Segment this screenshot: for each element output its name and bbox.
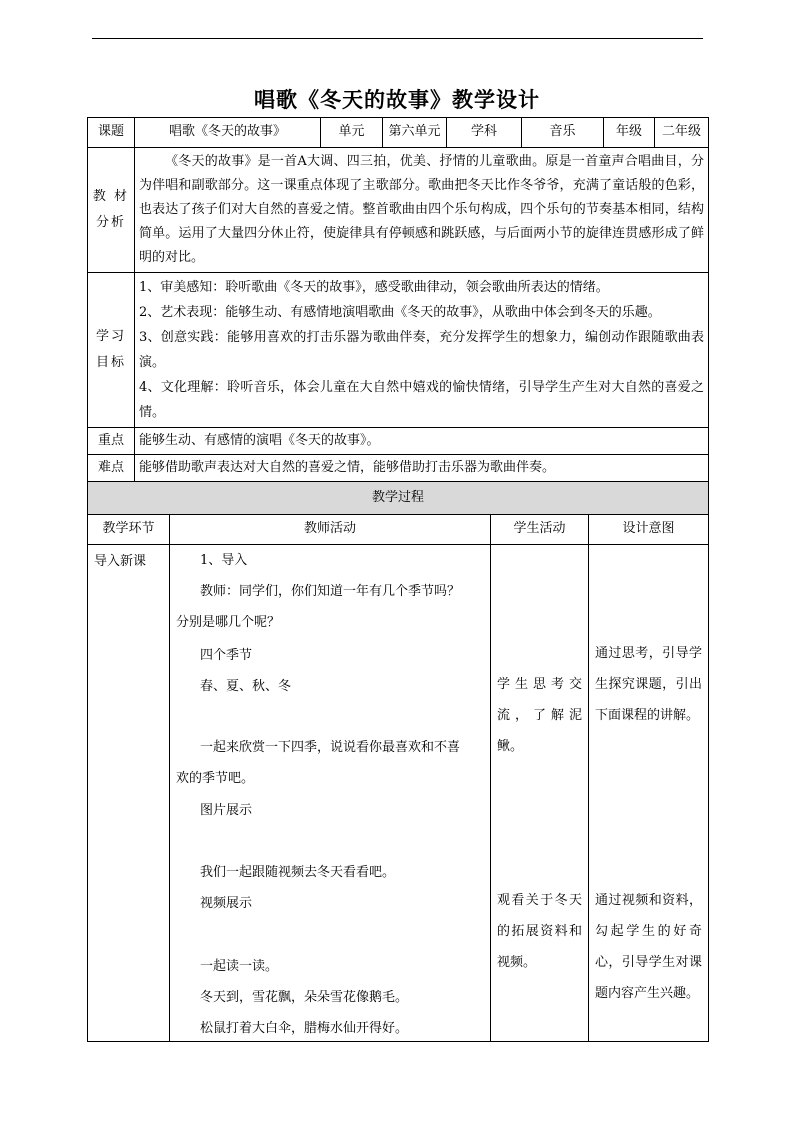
column-header-stage: 教学环节 xyxy=(88,515,170,545)
subject-label: 学科 xyxy=(447,118,522,148)
topic-label: 课题 xyxy=(88,118,135,148)
topic-value: 唱歌《冬天的故事》 xyxy=(135,118,321,148)
objective-item: 3、创意实践：能够用喜欢的打击乐器为歌曲伴奏，充分发挥学生的想象力，编创动作跟随歌曲表演。 xyxy=(139,330,704,370)
teacher-line: 图片展示 xyxy=(200,803,253,818)
column-header-intent: 设计意图 xyxy=(589,515,709,545)
teacher-line: 1、导入 xyxy=(200,553,248,568)
page-title: 唱歌《冬天的故事》教学设计 xyxy=(254,87,540,112)
objectives-label-line-2: 目标 xyxy=(95,355,126,370)
header-rule xyxy=(92,38,703,39)
column-header-teacher: 教师活动 xyxy=(170,515,491,545)
student-activity-cell xyxy=(491,545,589,1042)
stage-cell: 导入新课 xyxy=(88,545,170,1042)
difficulty-text: 能够借助歌声表达对大自然的喜爱之情，能够借助打击乐器为歌曲伴奏。 xyxy=(135,455,709,483)
objectives-label-line-1: 学习 xyxy=(95,329,126,344)
unit-label: 单元 xyxy=(321,118,383,148)
teacher-line: 四个季节 xyxy=(200,648,253,663)
difficulty-label: 难点 xyxy=(88,455,135,483)
design-intent-2: 通过视频和资料，勾起学生的好奇心，引导学生对课题内容产生兴趣。 xyxy=(595,893,703,1001)
analysis-label xyxy=(88,148,135,273)
student-activity-2: 观看关于冬天的拓展资料和视频。 xyxy=(497,893,582,970)
teacher-line: 春、夏、秋、冬 xyxy=(200,679,292,694)
subject-value: 音乐 xyxy=(522,118,604,148)
teacher-line: 松鼠打着大白伞，腊梅水仙开得好。 xyxy=(200,1021,409,1036)
info-table xyxy=(87,117,709,483)
unit-value: 第六单元 xyxy=(383,118,447,148)
teacher-line: 欢的季节吧。 xyxy=(176,771,255,786)
student-activity-1: 学生思考交流，了解泥鳅。 xyxy=(497,677,582,754)
teacher-line: 视频展示 xyxy=(200,896,253,911)
teacher-line: 冬天到，雪花飘，朵朵雪花像鹅毛。 xyxy=(200,990,409,1005)
objective-item: 2、艺术表现：能够生动、有感情地演唱歌曲《冬天的故事》，从歌曲中体会到冬天的乐趣。 xyxy=(139,305,661,320)
objective-item: 1、审美感知：聆听歌曲《冬天的故事》，感受歌曲律动，领会歌曲所表达的情绪。 xyxy=(139,280,609,295)
process-heading: 教学过程 xyxy=(88,482,709,515)
design-intent-1: 通过思考，引导学生探究课题，引出下面课程的讲解。 xyxy=(595,646,703,723)
key-point-text: 能够生动、有感情的演唱《冬天的故事》。 xyxy=(135,428,709,455)
grade-label: 年级 xyxy=(604,118,655,148)
analysis-label-line-1: 教 材 xyxy=(92,189,130,204)
teacher-activity-cell xyxy=(170,545,491,1042)
objective-item: 4、文化理解：聆听音乐，体会儿童在大自然中嬉戏的愉快情绪，引导学生产生对大自然的喜爱之情。 xyxy=(139,380,704,420)
analysis-text: 《冬天的故事》是一首A大调、四三拍，优美、抒情的儿童歌曲。原是一首童声合唱曲目，分为伴唱和副歌部分。这一课重点体现了主歌部分。歌曲把冬天比作冬爷爷，充满了童话般的色彩，也表达了孩子们对大自然的喜爱之情。整首歌曲由四个乐句构成，四个乐句的节奏基本相同，结构简单。运用了大量四分休止符，使旋律具有停顿感和跳跃感，与后面两小节的旋律连贯感形成了鲜明的对比。 xyxy=(135,148,709,273)
design-intent-cell xyxy=(589,545,709,1042)
teacher-line: 分别是哪几个呢？ xyxy=(176,615,281,630)
key-point-label: 重点 xyxy=(88,428,135,455)
process-table xyxy=(87,481,709,1042)
teacher-line: 教师：同学们，你们知道一年有几个季节吗？ xyxy=(200,584,461,599)
teacher-line: 一起读一读。 xyxy=(200,959,279,974)
teacher-line: 一起来欣赏一下四季，说说看你最喜欢和不喜 xyxy=(200,740,461,755)
analysis-label-line-2: 分析 xyxy=(95,215,126,230)
objectives-label xyxy=(88,273,135,428)
grade-value: 二年级 xyxy=(655,118,709,148)
column-header-student: 学生活动 xyxy=(491,515,589,545)
objectives-list xyxy=(135,273,709,428)
teacher-line: 我们一起跟随视频去冬天看看吧。 xyxy=(200,865,396,880)
